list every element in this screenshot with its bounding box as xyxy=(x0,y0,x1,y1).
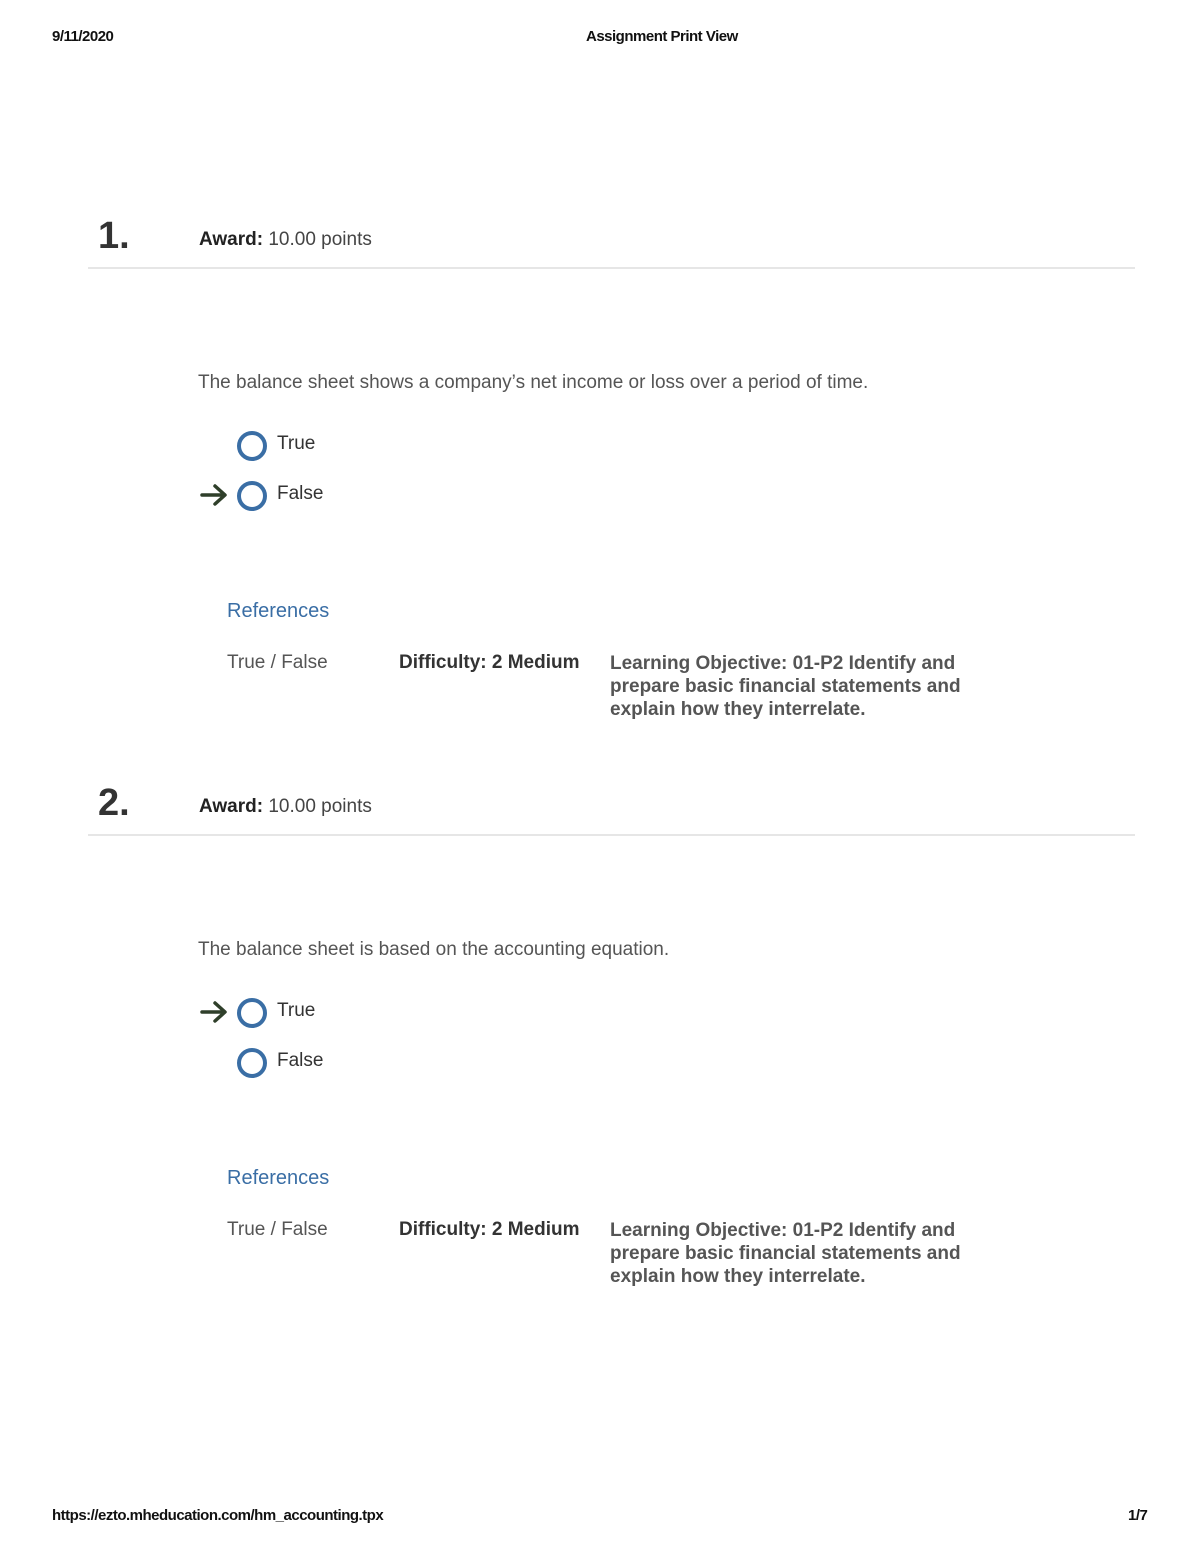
radio-icon[interactable] xyxy=(237,431,267,461)
references-link[interactable]: References xyxy=(227,1167,330,1189)
award xyxy=(199,796,372,818)
option-label: True xyxy=(277,1000,316,1021)
question-stem: The balance sheet shows a company’s net income or loss over a period of time. xyxy=(198,372,869,393)
question-2 xyxy=(0,782,1200,1342)
option-true[interactable] xyxy=(200,429,500,461)
radio-icon[interactable] xyxy=(237,481,267,511)
question-number: 1. xyxy=(98,215,130,257)
question-stem: The balance sheet is based on the accounting equation. xyxy=(198,939,670,960)
divider xyxy=(88,267,1135,269)
award-label: Award: xyxy=(199,796,264,817)
correct-answer-arrow-icon xyxy=(200,482,230,508)
option-label: False xyxy=(277,1050,324,1071)
question-type: True / False xyxy=(227,1219,328,1240)
divider xyxy=(88,834,1135,836)
radio-icon[interactable] xyxy=(237,1048,267,1078)
footer-url: https://ezto.mheducation.com/hm_accounting.tpx xyxy=(52,1507,384,1524)
question-1 xyxy=(0,215,1200,775)
correct-answer-arrow-icon xyxy=(200,999,230,1025)
radio-icon[interactable] xyxy=(237,998,267,1028)
page-number: 1/7 xyxy=(1128,1507,1148,1524)
learning-objective: Learning Objective: 01-P2 Identify and prepare basic financial statements and explain how they interrelate. xyxy=(610,653,961,720)
option-true[interactable] xyxy=(200,996,500,1028)
option-label: True xyxy=(277,433,316,454)
print-title: Assignment Print View xyxy=(586,28,738,45)
learning-objective: Learning Objective: 01-P2 Identify and prepare basic financial statements and explain how they interrelate. xyxy=(610,1220,961,1287)
difficulty: Difficulty: 2 Medium xyxy=(399,1219,580,1240)
award-label: Award: xyxy=(199,229,264,250)
award-value: 10.00 points xyxy=(268,796,372,817)
difficulty: Difficulty: 2 Medium xyxy=(399,652,580,673)
option-false[interactable] xyxy=(200,1046,500,1078)
award xyxy=(199,229,372,251)
award-value: 10.00 points xyxy=(268,229,372,250)
references-link[interactable]: References xyxy=(227,600,330,622)
print-date: 9/11/2020 xyxy=(52,28,114,45)
question-type: True / False xyxy=(227,652,328,673)
option-false[interactable] xyxy=(200,479,500,511)
option-label: False xyxy=(277,483,324,504)
question-number: 2. xyxy=(98,782,130,824)
